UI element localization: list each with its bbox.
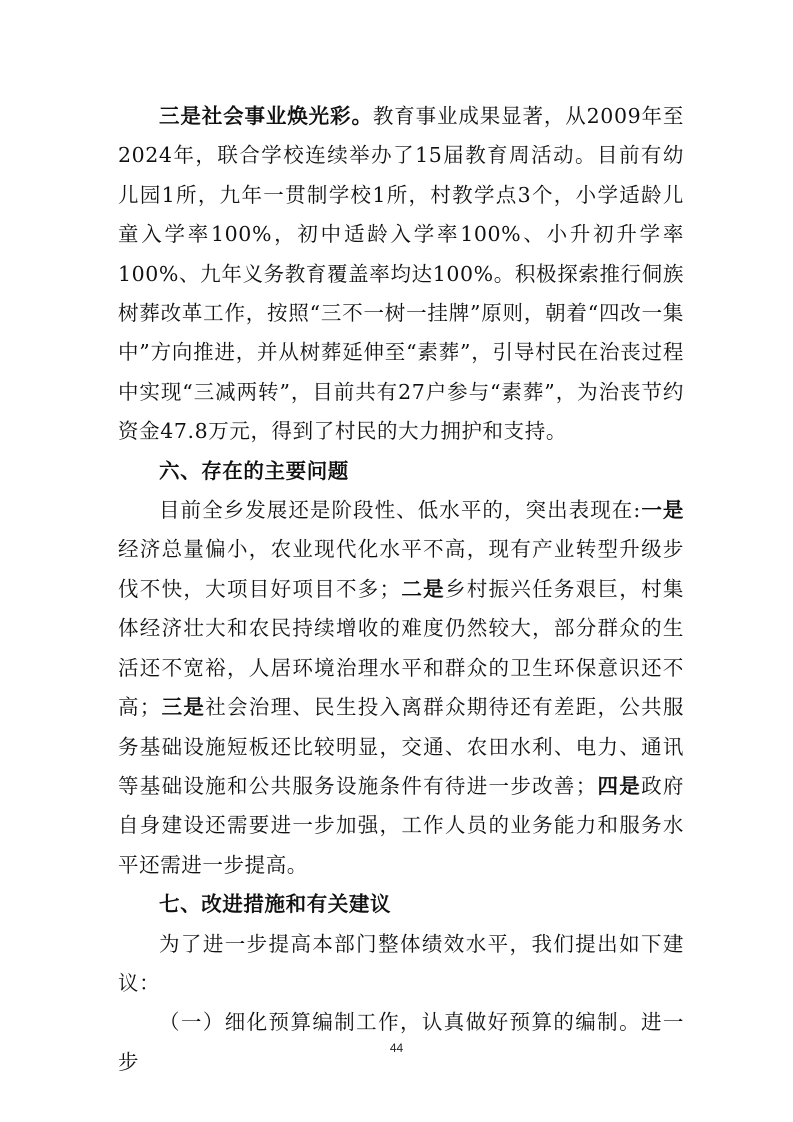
problem-text-2: 乡村振兴任务艰巨，村集体经济壮大和农民持续增收的难度仍然较大，部分群众的生活还不宽裕，人居环境治理水平和群众的卫生环保意识还不高； (118, 576, 684, 720)
paragraph-suggestions-intro: 为了进一步提高本部门整体绩效水平，我们提出如下建议： (118, 931, 684, 995)
problem-marker-1: 一是 (640, 498, 684, 523)
problem-text-1: 经济总量偏小，农业现代化水平不高，现有产业转型升级步伐不快，大项目好项目不多； (118, 537, 684, 601)
paragraph-social-undertakings (118, 97, 684, 452)
paragraph-main-problems (118, 491, 684, 885)
lead-phrase: 三是社会事业焕光彩。 (159, 104, 373, 128)
problem-marker-2: 二是 (400, 576, 445, 601)
paragraph-suggestion-1: （一）细化预算编制工作，认真做好预算的编制。进一步 (118, 1010, 684, 1074)
problem-marker-4: 四是 (596, 773, 642, 798)
problem-text-4: 政府自身建设还需要进一步加强，工作人员的业务能力和服务水平还需进一步提高。 (118, 773, 685, 877)
section-heading-main-problems: 六、存在的主要问题 (159, 458, 349, 483)
page-number: 44 (389, 1041, 404, 1055)
section-heading-improvement-measures: 七、改进措施和有关建议 (159, 892, 392, 917)
paragraph-text: 教育事业成果显著，从2009年至2024年，联合学校连续举办了15届教育周活动。目前有幼儿园1所，九年一贯制学校1所，村教学点3个，小学适龄儿童入学率100%，初中适龄入学率100%、小升初升学率100%、九年义务教育覆盖率均达100%。积极探索推行侗族树葬改革工作，按照“三不一树一挂牌”原则，朝着“四改一集中”方向推进，并从树葬延伸至“素葬”，引导村民在治丧过程中实现“三减两转”，目前共有27户参与“素葬”，为治丧节约资金47.8万元，得到了村民的大力拥护和支持。 (118, 104, 684, 444)
problems-intro: 目前全乡发展还是阶段性、低水平的，突出表现在: (159, 498, 641, 523)
document-body (118, 97, 684, 1082)
problem-marker-3: 三是 (160, 695, 206, 720)
problem-text-3: 社会治理、民生投入离群众期待还有差距，公共服务基础设施短板还比较明显，交通、农田水利、电力、通讯等基础设施和公共服务设施条件有待进一步改善； (118, 695, 685, 798)
